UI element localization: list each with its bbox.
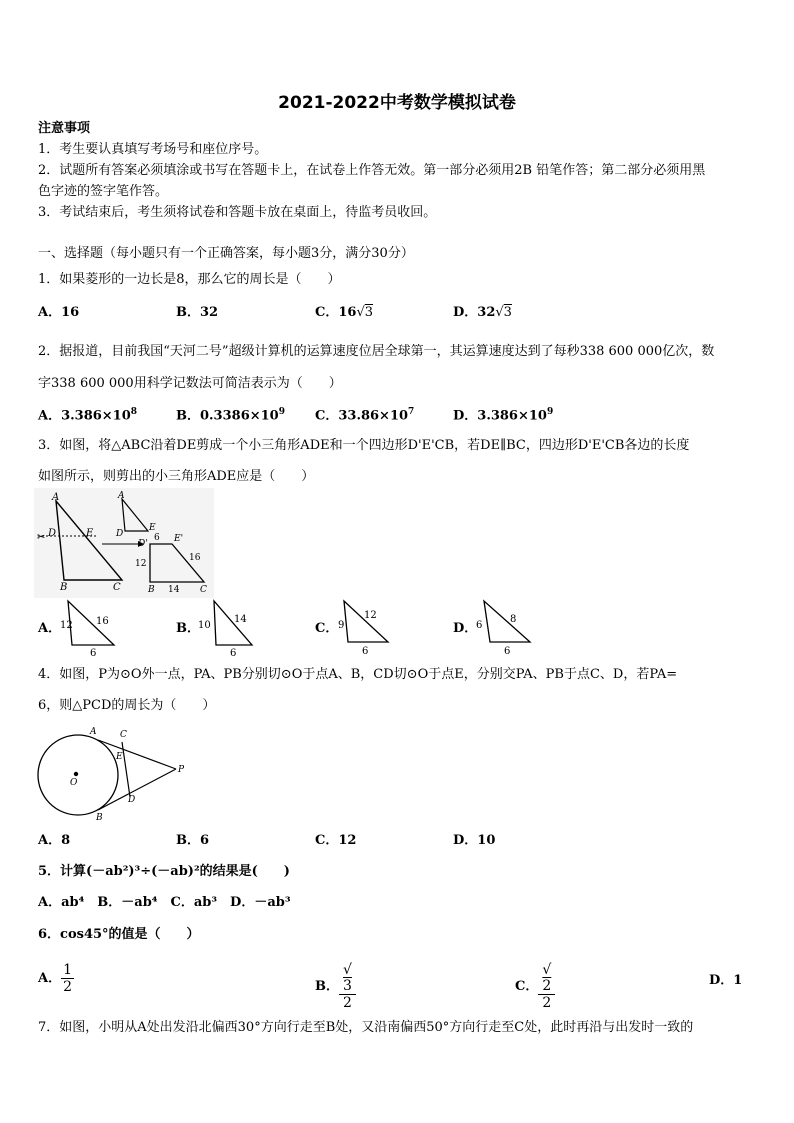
label-b: B: [96, 813, 103, 823]
label-b2: B: [148, 585, 155, 595]
question-2-stem: 2．据报道，目前我国“天河二号”超级计算机的运算速度位居全球第一，其运算速度达到了每秒338 600 000亿次，数: [38, 344, 715, 359]
svg-text:6: 6: [476, 620, 483, 631]
label-o: O: [70, 778, 78, 788]
q1-option-c: C．16√3: [315, 305, 374, 320]
len-right: 16: [189, 553, 201, 563]
svg-text:6: 6: [362, 646, 369, 657]
label-e: E: [86, 528, 94, 539]
q3-figure: [34, 488, 214, 598]
question-2-stem-cont: 字338 600 000用科学记数法可简洁表示为（ ）: [38, 376, 342, 391]
label-e2: E: [149, 523, 156, 533]
svg-text:6: 6: [230, 648, 237, 659]
q3-option-c-triangle: [334, 598, 394, 660]
label-b: B: [60, 582, 68, 593]
question-3-stem: 3．如图，将△ABC沿着DE剪成一个小三角形ADE和一个四边形D'E'CB，若DE∥BC，四边形D'E'CB各边的长度: [38, 438, 690, 453]
q1-option-a: A．16: [38, 305, 80, 320]
notice-item: 1．考生要认真填写考场号和座位序号。: [38, 142, 268, 157]
q6-option-d: D．1: [709, 973, 743, 988]
q4-figure: [34, 722, 194, 824]
q5-options: A．ab⁴ B．－ab⁴ C．ab³ D．－ab³: [38, 895, 291, 910]
len-left: 12: [135, 559, 147, 569]
label-e-prime: E': [174, 534, 184, 544]
svg-text:10: 10: [198, 620, 211, 631]
q3-option-d-triangle: [472, 598, 534, 660]
len-bottom: 14: [168, 585, 180, 595]
q4-option-d: D．10: [453, 833, 496, 848]
svg-text:14: 14: [234, 614, 247, 625]
q6-option-b: B． √ 3 2: [315, 962, 356, 1011]
notice-item: 色字迹的签字笔作答。: [38, 184, 169, 199]
question-4-stem-cont: 6，则△PCD的周长为（ ）: [38, 698, 216, 713]
q2-option-a: A．$3.386\times 10^8$: [38, 407, 138, 424]
question-3-stem-cont: 如图所示，则剪出的小三角形ADE应是（ ）: [38, 469, 315, 484]
label-a: A: [52, 492, 60, 503]
question-7-stem: 7．如图，小明从A处出发沿北偏西30°方向行走至B处，又沿南偏西50°方向行走至C处，此时再沿与出发时一致的: [38, 1020, 694, 1035]
q4-option-b: B．6: [176, 833, 210, 848]
svg-text:12: 12: [60, 620, 73, 631]
label-a: A: [90, 727, 97, 737]
question-4-stem: 4．如图，P为⊙O外一点，PA、PB分别切⊙O于点A、B，CD切⊙O于点E，分别交PA、PB于点C、D，若PA=: [38, 667, 678, 682]
label-d2: D: [116, 529, 124, 539]
svg-text:9: 9: [338, 620, 345, 631]
section-heading: 一、选择题（每小题只有一个正确答案，每小题3分，满分30分）: [38, 246, 414, 261]
svg-text:16: 16: [96, 616, 109, 627]
label-d: D: [128, 795, 136, 805]
label-p: P: [178, 765, 185, 775]
svg-text:12: 12: [364, 610, 377, 621]
q2-option-d: D．$3.386\times 10^9$: [453, 407, 554, 424]
q3-option-b-triangle: [196, 598, 258, 660]
svg-text:✂: ✂: [37, 532, 46, 543]
q4-option-a: A．8: [38, 833, 71, 848]
label-c: C: [113, 582, 121, 593]
q3-option-b-label: B．: [176, 621, 200, 636]
len-top: 6: [154, 533, 160, 543]
q1-option-d: D．32√3: [453, 305, 512, 320]
q4-option-c: C．12: [315, 833, 357, 848]
label-d-prime: D': [138, 539, 148, 549]
question-5-stem: 5．计算(－ab²)³÷(－ab)²的结果是( ): [38, 864, 290, 879]
svg-text:6: 6: [90, 648, 97, 659]
label-e: E: [116, 752, 123, 762]
q2-option-c: C．$33.86\times 10^7$: [315, 407, 415, 424]
label-c: C: [120, 730, 127, 740]
q3-option-a-label: A．: [38, 621, 62, 636]
svg-text:8: 8: [510, 614, 517, 625]
q6-option-a: A． $\frac{1}{2}$: [38, 962, 73, 995]
q3-option-c-label: C．: [315, 621, 339, 636]
label-a2: A: [118, 491, 125, 501]
question-6-stem: 6．cos45°的值是（ ）: [38, 927, 200, 942]
q3-option-d-label: D．: [453, 621, 478, 636]
label-c2: C: [200, 585, 207, 595]
notice-item: 2．试题所有答案必须填涂或书写在答题卡上，在试卷上作答无效。第一部分必须用2B 铅笔作答；第二部分必须用黑: [38, 163, 706, 178]
q6-option-c: C． √ 2 2: [515, 962, 555, 1011]
svg-text:6: 6: [504, 646, 511, 657]
page-title: 2021-2022中考数学模拟试卷: [278, 93, 516, 113]
q3-option-a-triangle: [58, 598, 118, 660]
notice-item: 3．考试结束后，考生须将试卷和答题卡放在桌面上，待监考员收回。: [38, 205, 437, 220]
question-1-stem: 1．如果菱形的一边长是8，那么它的周长是（ ）: [38, 272, 341, 287]
q1-option-b: B．32: [176, 305, 219, 320]
q2-option-b: B．$0.3386\times 10^9$: [176, 407, 285, 424]
notice-heading: 注意事项: [38, 121, 91, 136]
label-d: D: [48, 528, 57, 539]
